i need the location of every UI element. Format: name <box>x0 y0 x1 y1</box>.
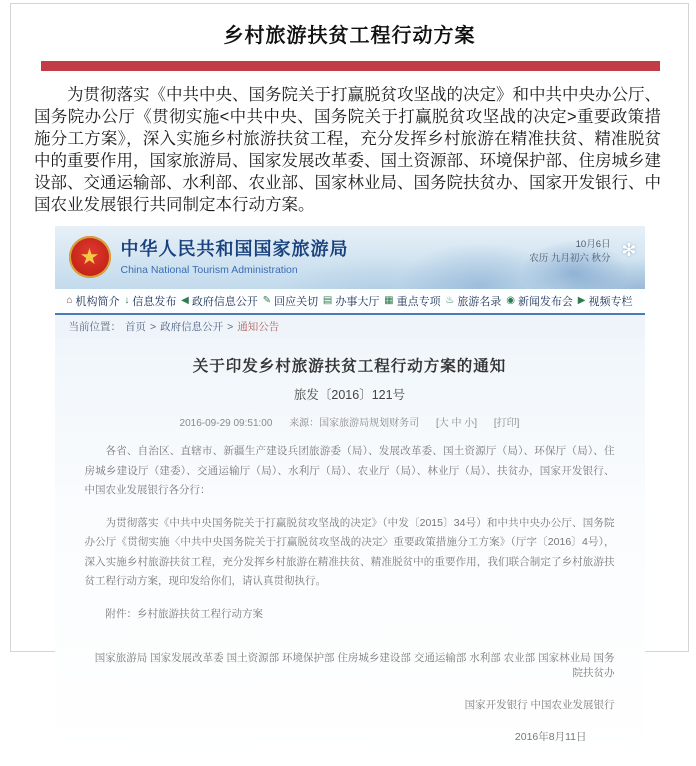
site-header <box>55 226 645 289</box>
nav-label: 重点专项 <box>396 296 441 308</box>
breadcrumb-notices-current[interactable]: 通知公告 <box>237 321 280 333</box>
briefcase-icon: ▦ <box>384 295 394 306</box>
article-paragraph-recipients: 各省、自治区、直辖市、新疆生产建设兵团旅游委（局）、发展改革委、国土资源厅（局）、环保厅（局）、住房城乡建设厅（建委）、交通运输厅（局）、水利厅（局）、农业厅（局）、林业厅（局）、扶贫办，国家开发银行、中国农业发展银行各分行： <box>84 445 615 496</box>
page-title: 乡村旅游扶贫工程行动方案 <box>223 25 476 47</box>
breadcrumb-gov-info[interactable]: 政府信息公开 <box>160 321 224 333</box>
emblem-star-icon: ★ <box>79 244 100 269</box>
article-source: 来源：国家旅游局规划财务司 <box>289 418 420 429</box>
header-date-block <box>529 238 610 266</box>
embedded-website-screenshot <box>55 226 645 766</box>
article-paragraph-main: 为贯彻落实《中共中央国务院关于打赢脱贫攻坚战的决定》（中发〔2015〕34号）和中共中央办公厅、国务院办公厅《贯彻实施〈中共中央国务院关于打赢脱贫攻坚战的决定〉重要政策措施分工方案》（厅字〔2016〕4号），深入实施乡村旅游扶贫工程，充分发挥乡村旅游在精准扶贫、精准脱贫中的重要作用，我们联合制定了乡村旅游扶贫工程行动方案，现印发给你们，请认真贯彻执行。 <box>84 516 615 587</box>
article-attachment-line: 附件：乡村旅游扶贫工程行动方案 <box>105 607 263 620</box>
video-play-icon: ▶ <box>577 295 586 306</box>
speaker-icon: ◀ <box>181 295 189 306</box>
hot-springs-icon: ♨ <box>445 295 455 306</box>
nav-item-agency-profile[interactable] <box>67 293 120 309</box>
print-button[interactable]: [打印] <box>493 418 520 429</box>
nav-item-gov-info-disclosure[interactable] <box>181 293 258 309</box>
download-arrow-icon: ↓ <box>124 295 130 306</box>
article-meta-line <box>85 414 615 429</box>
site-title-en: China National Tourism Administration <box>120 264 298 276</box>
nav-label: 旅游名录 <box>457 296 502 308</box>
nav-label: 回应关切 <box>274 296 319 308</box>
article-doc-number: 旅发〔2016〕121号 <box>293 388 406 402</box>
pencil-icon: ✎ <box>262 295 272 306</box>
header-date: 10月6日 <box>575 239 611 250</box>
nav-item-tourism-directory[interactable] <box>445 293 501 309</box>
nav-label: 政府信息公开 <box>191 296 258 308</box>
nav-label: 信息发布 <box>132 296 177 308</box>
nav-item-service-hall[interactable] <box>323 293 379 309</box>
signature-date: 2016年8月11日 <box>514 731 587 743</box>
site-title-cn: 中华人民共和国国家旅游局 <box>120 239 349 259</box>
article-datetime: 2016-09-29 09:51:00 <box>179 418 273 429</box>
national-emblem-logo <box>69 236 111 278</box>
building-icon: ⌂ <box>66 295 73 306</box>
nav-item-key-projects[interactable] <box>384 293 440 309</box>
intro-paragraph: 为贯彻落实《中共中央、国务院关于打赢脱贫攻坚战的决定》和中共中央办公厅、国务院办公厅《贯彻实施<中共中央、国务院关于打赢脱贫攻坚战的决定>重要政策措施分工方案》，深入实施乡村旅游扶贫工程，充分发挥乡村旅游在精准扶贫、精准脱贫中的重要作用，国家旅游局、国家发展改革委、国土资源部、环境保护部、住房城乡建设部、交通运输部、水利部、农业部、国家林业局、国务院扶贫办、国家开发银行、中国农业发展银行共同制定本行动方案。 <box>34 86 661 214</box>
document-icon: ▤ <box>322 295 333 306</box>
article-content <box>55 338 645 766</box>
breadcrumb <box>55 315 645 338</box>
nav-label: 机构简介 <box>75 296 120 308</box>
microphone-icon: ◉ <box>506 295 515 306</box>
site-org-titles <box>121 235 349 276</box>
breadcrumb-separator: > <box>150 320 157 333</box>
document-frame <box>10 3 689 743</box>
breadcrumb-home[interactable]: 首页 <box>125 321 146 333</box>
site-nav-bar <box>55 289 645 315</box>
nav-item-press-conference[interactable] <box>506 293 573 309</box>
nav-item-info-release[interactable] <box>124 293 176 309</box>
nav-label: 视频专栏 <box>588 296 633 308</box>
article-title: 关于印发乡村旅游扶贫工程行动方案的通知 <box>192 358 507 375</box>
maple-leaf-icon: ✻ <box>621 240 637 260</box>
article-body <box>85 442 615 624</box>
signature-line-2: 国家开发银行 中国农业发展银行 <box>464 699 615 711</box>
nav-label: 办事大厅 <box>335 296 380 308</box>
signature-line-1: 国家旅游局 国家发展改革委 国土资源部 环境保护部 住房城乡建设部 交通运输部 水利部 农业部 国家林业局 国务院扶贫办 <box>94 652 615 679</box>
nav-label: 新闻发布会 <box>517 296 573 308</box>
breadcrumb-separator: > <box>227 320 234 333</box>
title-divider-bar <box>41 61 660 71</box>
nav-item-video-column[interactable] <box>578 293 633 309</box>
font-size-switcher[interactable]: [大 中 小] <box>435 418 478 429</box>
header-lunar-date: 农历 九月初六 秋分 <box>529 253 611 264</box>
nav-item-respond-concerns[interactable] <box>263 293 318 309</box>
breadcrumb-prefix: 当前位置： <box>68 321 121 333</box>
